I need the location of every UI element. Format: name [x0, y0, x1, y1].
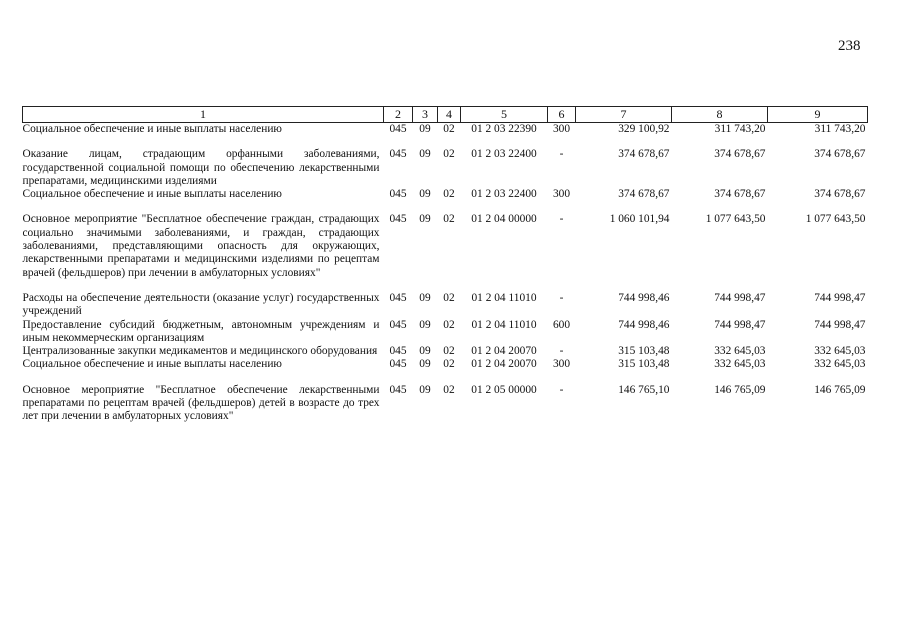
cell-c4: 02: [443, 148, 455, 161]
row-name: Предоставление субсидий бюджетным, автономным учреждениям и иным некоммерческим организациям: [22, 318, 380, 344]
cell-c9: 744 998,47: [814, 318, 866, 331]
cell-c9: 374 678,67: [814, 188, 866, 201]
table-row: [23, 319, 868, 346]
cell-c7: 315 103,48: [618, 345, 670, 358]
cell-c6: -: [559, 291, 564, 304]
cell-c7: 374 678,67: [618, 188, 670, 201]
row-name: Оказание лицам, страдающим орфанными заболеваниями, государственной социальной помощи по обеспечению лекарственными препаратами, медицинскими изделиями: [22, 148, 380, 187]
cell-c2: 045: [389, 123, 407, 135]
cell-c5: 01 2 04 11010: [471, 318, 537, 331]
row-name: Централизованные закупки медикаментов и медицинского оборудования: [22, 345, 378, 358]
cell-c4: 02: [443, 213, 455, 226]
cell-c4: 02: [443, 188, 455, 201]
cell-c2: 045: [389, 188, 407, 201]
cell-c4: 02: [443, 291, 455, 304]
cell-c6: -: [559, 148, 564, 161]
cell-c5: 01 2 03 22400: [471, 188, 537, 201]
header-col-7: 7: [576, 107, 672, 123]
cell-c2: 045: [389, 213, 407, 226]
header-col-1: 1: [23, 107, 384, 123]
spacer-row: [23, 136, 868, 148]
cell-c8: 1 077 643,50: [705, 213, 766, 226]
cell-c7: 315 103,48: [618, 358, 670, 371]
cell-c9: 146 765,09: [814, 383, 866, 396]
row-name: Социальное обеспечение и иные выплаты населению: [22, 188, 282, 201]
cell-c5: 01 2 04 20070: [471, 358, 537, 371]
table-row: [23, 188, 868, 201]
cell-c7: 374 678,67: [618, 148, 670, 161]
cell-c8: 146 765,09: [714, 383, 766, 396]
cell-c5: 01 2 03 22400: [471, 148, 537, 161]
cell-c8: 744 998,47: [714, 291, 766, 304]
table-row: [23, 123, 868, 137]
cell-c5: 01 2 04 11010: [471, 291, 537, 304]
table-row: [23, 384, 868, 424]
cell-c3: 09: [419, 345, 431, 358]
cell-c3: 09: [419, 123, 431, 135]
cell-c5: 01 2 05 00000: [471, 383, 537, 396]
header-row: [23, 107, 868, 123]
table-row: [23, 148, 868, 188]
cell-c4: 02: [443, 318, 455, 331]
row-name: Основное мероприятие "Бесплатное обеспечение лекарственными препаратами по рецептам врачей (фельдшеров) детей в возрасте до трех лет при лечении в амбулаторных условиях": [22, 383, 380, 423]
cell-c6: -: [559, 213, 564, 226]
header-col-3: 3: [413, 107, 438, 123]
cell-c4: 02: [443, 345, 455, 358]
cell-c6: 300: [552, 188, 571, 201]
cell-c2: 045: [389, 318, 407, 331]
cell-c5: 01 2 04 00000: [471, 213, 537, 226]
table-row: [23, 358, 868, 371]
cell-c8: 332 645,03: [714, 345, 766, 358]
header-col-9: 9: [768, 107, 868, 123]
cell-c2: 045: [389, 148, 407, 161]
cell-c6: 300: [552, 123, 571, 135]
cell-c6: 600: [552, 318, 571, 331]
cell-c9: 744 998,47: [814, 291, 866, 304]
cell-c9: 374 678,67: [814, 148, 866, 161]
cell-c3: 09: [419, 148, 431, 161]
table-row: [23, 292, 868, 319]
header-col-5: 5: [461, 107, 548, 123]
header-col-2: 2: [384, 107, 413, 123]
cell-c3: 09: [419, 213, 431, 226]
cell-c7: 146 765,10: [618, 383, 670, 396]
cell-c8: 332 645,03: [714, 358, 766, 371]
cell-c2: 045: [389, 383, 407, 396]
cell-c5: 01 2 04 20070: [471, 345, 537, 358]
cell-c4: 02: [443, 383, 455, 396]
spacer-row: [23, 372, 868, 384]
cell-c6: 300: [552, 358, 571, 371]
cell-c7: 744 998,46: [618, 291, 670, 304]
row-name: Основное мероприятие "Бесплатное обеспечение граждан, страдающих социально значимыми заболеваниями, и граждан, страдающих заболеваниями, представляющими опасность для окружающих, лекарственными препаратами и медицинскими изделиями по рецептам врачей (фельдшеров) при лечении в амбулаторных условиях": [22, 213, 380, 279]
spacer-row: [23, 280, 868, 292]
cell-c7: 329 100,92: [618, 123, 670, 135]
cell-c8: 311 743,20: [714, 123, 766, 135]
cell-c6: -: [559, 345, 564, 358]
budget-table: [22, 106, 868, 424]
spacer-row: [23, 201, 868, 213]
cell-c3: 09: [419, 383, 431, 396]
cell-c3: 09: [419, 318, 431, 331]
cell-c2: 045: [389, 345, 407, 358]
cell-c2: 045: [389, 358, 407, 371]
cell-c5: 01 2 03 22390: [471, 123, 537, 135]
header-col-4: 4: [438, 107, 461, 123]
table-body: [23, 123, 868, 424]
cell-c3: 09: [419, 188, 431, 201]
cell-c3: 09: [419, 358, 431, 371]
table-row: [23, 213, 868, 279]
cell-c4: 02: [443, 123, 455, 135]
cell-c7: 744 998,46: [618, 318, 670, 331]
cell-c8: 374 678,67: [714, 188, 766, 201]
page-number: 238: [838, 38, 861, 54]
cell-c8: 374 678,67: [714, 148, 766, 161]
cell-c7: 1 060 101,94: [609, 213, 670, 226]
table-header: [23, 107, 868, 123]
cell-c2: 045: [389, 291, 407, 304]
cell-c9: 1 077 643,50: [805, 213, 866, 226]
row-name: Социальное обеспечение и иные выплаты населению: [22, 358, 282, 371]
row-name: Расходы на обеспечение деятельности (оказание услуг) государственных учреждений: [22, 291, 380, 318]
cell-c9: 332 645,03: [814, 345, 866, 358]
cell-c3: 09: [419, 291, 431, 304]
cell-c8: 744 998,47: [714, 318, 766, 331]
header-col-8: 8: [672, 107, 768, 123]
cell-c9: 311 743,20: [814, 123, 866, 135]
cell-c6: -: [559, 383, 564, 396]
cell-c9: 332 645,03: [814, 358, 866, 371]
header-col-6: 6: [548, 107, 576, 123]
table-row: [23, 345, 868, 358]
cell-c4: 02: [443, 358, 455, 371]
row-name: Социальное обеспечение и иные выплаты населению: [22, 123, 282, 135]
